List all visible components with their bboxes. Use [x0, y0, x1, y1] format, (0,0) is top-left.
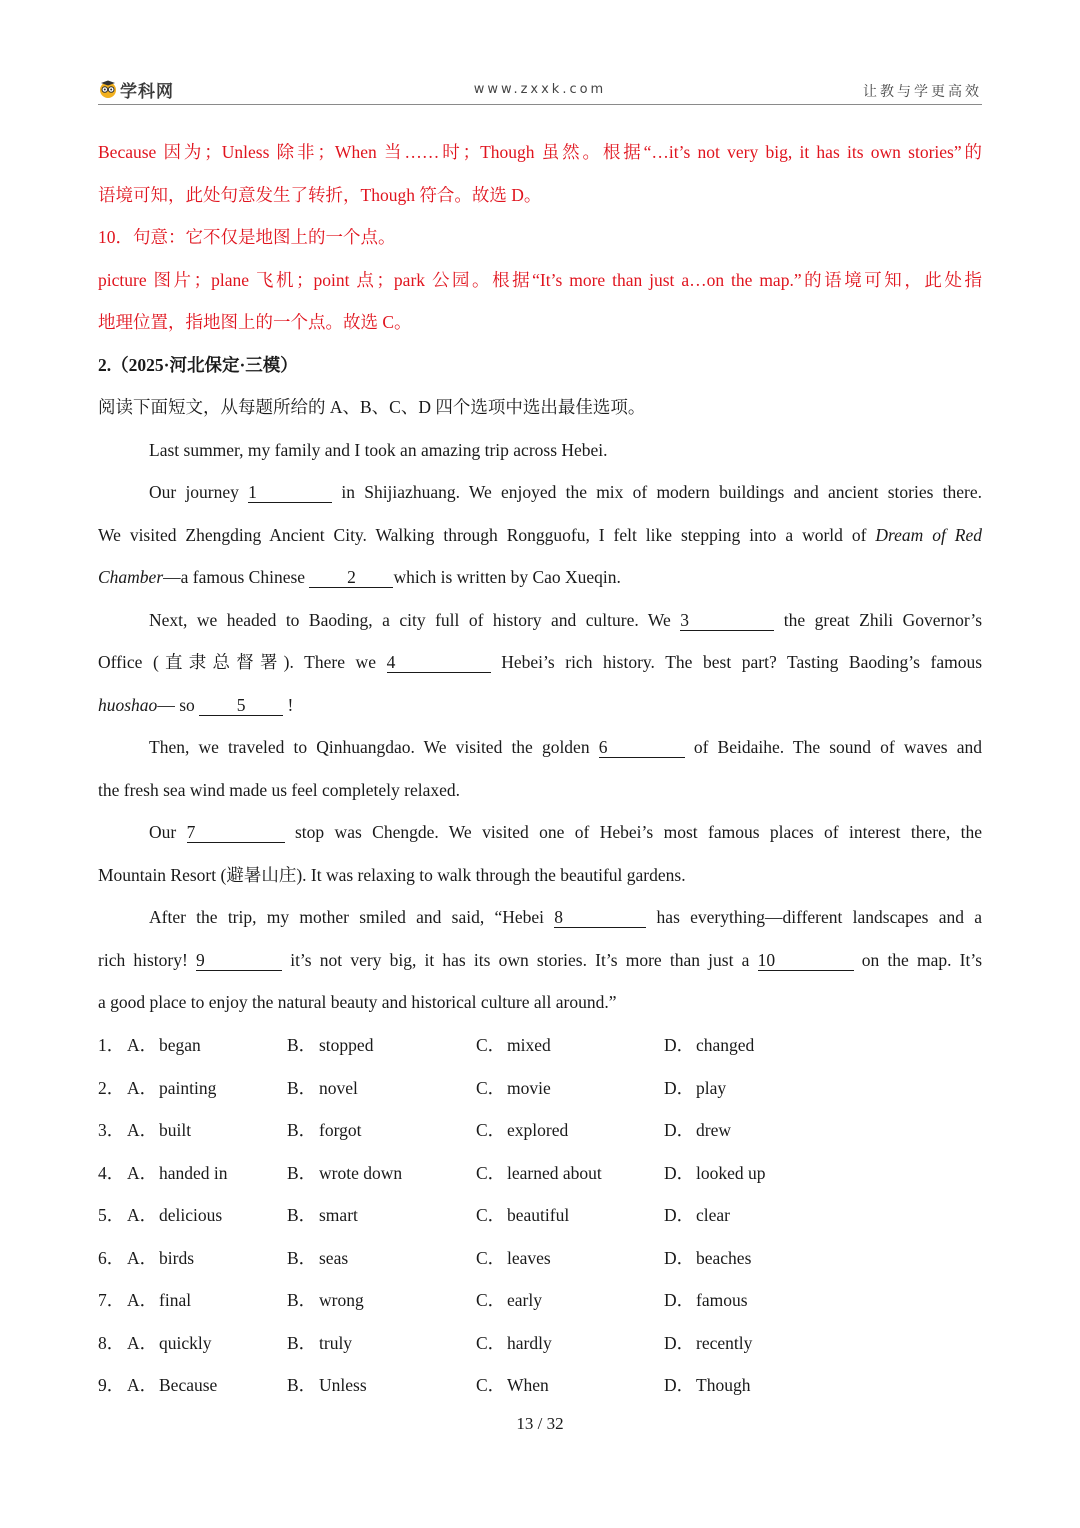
passage-text: stop was Chengde. We visited one of Hebei’s most famous places of interest there, the: [295, 822, 982, 842]
option-letter-c: C．: [476, 1290, 506, 1310]
option-c: movie: [507, 1077, 551, 1098]
option-number: 4．: [98, 1162, 125, 1183]
passage-text: on the map. It’s: [861, 949, 983, 970]
blank-3: 3: [680, 611, 774, 631]
passage-line: [98, 726, 982, 769]
blank-7: 7: [187, 823, 285, 843]
option-letter-c: C．: [476, 1205, 506, 1225]
food-name: huoshao: [98, 694, 158, 715]
question-header: 2.（2025·河北保定·三模）: [98, 354, 298, 375]
option-d: play: [696, 1077, 727, 1098]
passage-line: [98, 811, 982, 854]
option-letter-a: A．: [127, 1120, 158, 1140]
option-number: 1．: [98, 1035, 125, 1055]
option-d: clear: [696, 1205, 730, 1225]
option-letter-c: C．: [476, 1162, 506, 1183]
option-b: forgot: [319, 1120, 362, 1140]
options-list: [98, 1024, 982, 1407]
option-b: Unless: [319, 1375, 367, 1395]
option-letter-b: B．: [287, 1035, 317, 1055]
option-row: [98, 1109, 982, 1152]
passage-text: Mountain Resort (避暑山庄). It was relaxing to walk through the beautiful gardens.: [98, 864, 686, 885]
blank-2: 2: [309, 568, 393, 588]
blank-10: 10: [758, 951, 854, 971]
option-row: [98, 1152, 982, 1195]
passage-text: Our: [149, 822, 177, 842]
passage-text: rich history!: [98, 949, 188, 970]
passage-line: [98, 514, 982, 557]
option-number: 9．: [98, 1375, 125, 1395]
option-letter-b: B．: [287, 1162, 317, 1183]
option-letter-a: A．: [127, 1332, 158, 1353]
passage-text: the great Zhili Governor’s: [783, 609, 983, 630]
option-letter-a: A．: [127, 1205, 158, 1225]
option-letter-c: C．: [476, 1375, 506, 1395]
option-b: novel: [319, 1077, 358, 1098]
passage-text: has everything—different landscapes and a: [656, 907, 983, 927]
option-letter-a: A．: [127, 1375, 158, 1395]
page-header: [98, 76, 982, 105]
blank-9: 9: [196, 951, 282, 971]
passage-line: [98, 684, 982, 727]
option-letter-a: A．: [127, 1290, 158, 1310]
option-row: [98, 1322, 982, 1365]
site-url: www.zxxk.com: [473, 82, 607, 97]
option-row: [98, 1364, 982, 1407]
option-letter-c: C．: [476, 1077, 506, 1098]
option-letter-b: B．: [287, 1290, 317, 1310]
option-letter-d: D．: [664, 1205, 695, 1225]
option-letter-d: D．: [664, 1332, 695, 1353]
option-letter-c: C．: [476, 1247, 506, 1268]
option-d: Though: [696, 1375, 751, 1395]
page-separator: /: [537, 1414, 543, 1433]
option-a: began: [159, 1035, 201, 1055]
option-letter-d: D．: [664, 1120, 695, 1140]
option-letter-b: B．: [287, 1332, 317, 1353]
option-row: [98, 1279, 982, 1322]
option-letter-b: B．: [287, 1247, 317, 1268]
option-letter-d: D．: [664, 1375, 695, 1395]
analysis-line: 地理位置，指地图上的一个点。故选 C。: [98, 312, 412, 332]
passage-line: [98, 471, 982, 514]
passage-text: Hebei’s rich history. The best part? Tasting Baoding’s famous: [501, 652, 983, 672]
option-a: painting: [159, 1077, 217, 1098]
passage-text: a good place to enjoy the natural beauty and historical culture all around.”: [98, 992, 617, 1012]
option-letter-d: D．: [664, 1162, 695, 1183]
option-letter-b: B．: [287, 1375, 317, 1395]
option-b: stopped: [319, 1035, 374, 1055]
option-number: 3．: [98, 1120, 125, 1140]
blank-6: 6: [599, 738, 685, 758]
option-c: When: [507, 1375, 549, 1395]
blank-4: 4: [387, 653, 491, 673]
book-title: Dream of Red: [875, 524, 983, 545]
option-letter-d: D．: [664, 1247, 695, 1268]
option-letter-a: A．: [127, 1247, 158, 1268]
option-letter-d: D．: [664, 1035, 695, 1055]
option-b: smart: [319, 1205, 358, 1225]
passage-text: it’s not very big, it has its own stories. It’s more than just a: [290, 949, 750, 970]
passage-line: [98, 429, 982, 472]
book-title: Chamber: [98, 567, 164, 587]
option-number: 8．: [98, 1332, 125, 1353]
analysis-line: Because 因为；Unless 除非；When 当……时；Though 虽然。根据“…it’s not very big, it has its own stories”的: [98, 142, 982, 162]
option-letter-b: B．: [287, 1205, 317, 1225]
passage-line: [98, 641, 982, 684]
passage-line: [98, 769, 982, 812]
option-b: wrong: [319, 1290, 364, 1310]
option-letter-c: C．: [476, 1035, 506, 1055]
current-page: 13: [516, 1414, 534, 1433]
option-d: recently: [696, 1332, 753, 1353]
passage-line: [98, 556, 982, 599]
passage-text: Then, we traveled to Qinhuangdao. We visited the golden: [149, 737, 590, 757]
passage-text: !: [287, 694, 294, 715]
option-c: beautiful: [507, 1205, 570, 1225]
passage-text: After the trip, my mother smiled and said, “Hebei: [149, 907, 545, 927]
option-letter-c: C．: [476, 1332, 506, 1353]
option-row: [98, 1194, 982, 1237]
passage-text: in Shijiazhuang. We enjoyed the mix of modern buildings and ancient stories there.: [341, 482, 983, 502]
option-a: delicious: [159, 1205, 223, 1225]
option-c: hardly: [507, 1332, 552, 1353]
logo-text: 学科网: [120, 81, 174, 102]
passage-text: Next, we headed to Baoding, a city full of history and culture. We: [149, 609, 671, 630]
passage-text: the fresh sea wind made us feel completely relaxed.: [98, 779, 461, 800]
option-a: birds: [159, 1247, 194, 1268]
option-row: [98, 1024, 982, 1067]
passage-text: — so: [157, 694, 195, 715]
option-a: handed in: [159, 1162, 228, 1183]
option-letter-d: D．: [664, 1290, 695, 1310]
option-b: wrote down: [319, 1162, 403, 1183]
document-body: [98, 131, 982, 1024]
option-b: truly: [319, 1332, 353, 1353]
analysis-line: 语境可知，此处句意发生了转折，Though 符合。故选 D。: [98, 184, 542, 205]
option-number: 5．: [98, 1205, 125, 1225]
option-number: 2．: [98, 1077, 125, 1098]
passage-text: which is written by Cao Xueqin.: [393, 567, 621, 587]
option-a: built: [159, 1120, 192, 1140]
option-c: leaves: [507, 1247, 551, 1268]
option-a: final: [159, 1290, 192, 1310]
passage-line: [98, 599, 982, 642]
passage-text: Office (直隶总督署). There we: [98, 652, 376, 672]
passage-text: Our journey: [149, 482, 239, 502]
option-d: drew: [696, 1120, 731, 1140]
option-a: Because: [159, 1375, 218, 1395]
passage-line: [98, 981, 982, 1024]
question-instruction: 阅读下面短文，从每题所给的 A、B、C、D 四个选项中选出最佳选项。: [98, 397, 646, 417]
slogan: 让教与学更高效: [863, 84, 982, 100]
option-letter-c: C．: [476, 1120, 506, 1140]
option-b: seas: [319, 1247, 349, 1268]
blank-1: 1: [248, 483, 332, 503]
option-a: quickly: [159, 1332, 212, 1353]
option-letter-d: D．: [664, 1077, 695, 1098]
option-number: 7．: [98, 1290, 125, 1310]
page-number: [0, 1414, 1080, 1434]
passage-text: We visited Zhengding Ancient City. Walking through Rongguofu, I felt like stepping into a world of: [98, 524, 867, 545]
total-pages: 32: [546, 1414, 564, 1433]
passage-text: of Beidaihe. The sound of waves and: [693, 737, 983, 757]
option-c: explored: [507, 1120, 569, 1140]
analysis-line: picture 图片；plane 飞机；point 点；park 公园。根据“It’s more than just a…on the map.”的语境可知，此处指: [98, 269, 982, 290]
option-d: looked up: [696, 1162, 766, 1183]
option-number: 6．: [98, 1247, 125, 1268]
option-c: learned about: [507, 1162, 602, 1183]
analysis-line: 10．句意：它不仅是地图上的一个点。: [98, 227, 396, 247]
blank-8: 8: [554, 908, 646, 928]
option-letter-a: A．: [127, 1162, 158, 1183]
option-row: [98, 1237, 982, 1280]
passage-line: [98, 939, 982, 982]
option-c: early: [507, 1290, 542, 1310]
option-row: [98, 1067, 982, 1110]
passage-line: [98, 896, 982, 939]
option-d: changed: [696, 1035, 755, 1055]
blank-5: 5: [199, 696, 283, 716]
option-c: mixed: [507, 1035, 551, 1055]
option-d: famous: [696, 1290, 748, 1310]
passage-text: Last summer, my family and I took an amazing trip across Hebei.: [149, 439, 608, 460]
passage-text: —a famous Chinese: [163, 567, 306, 587]
option-letter-a: A．: [127, 1077, 158, 1098]
option-letter-b: B．: [287, 1077, 317, 1098]
option-letter-a: A．: [127, 1035, 158, 1055]
passage-line: [98, 854, 982, 897]
option-d: beaches: [696, 1247, 752, 1268]
option-letter-b: B．: [287, 1120, 317, 1140]
